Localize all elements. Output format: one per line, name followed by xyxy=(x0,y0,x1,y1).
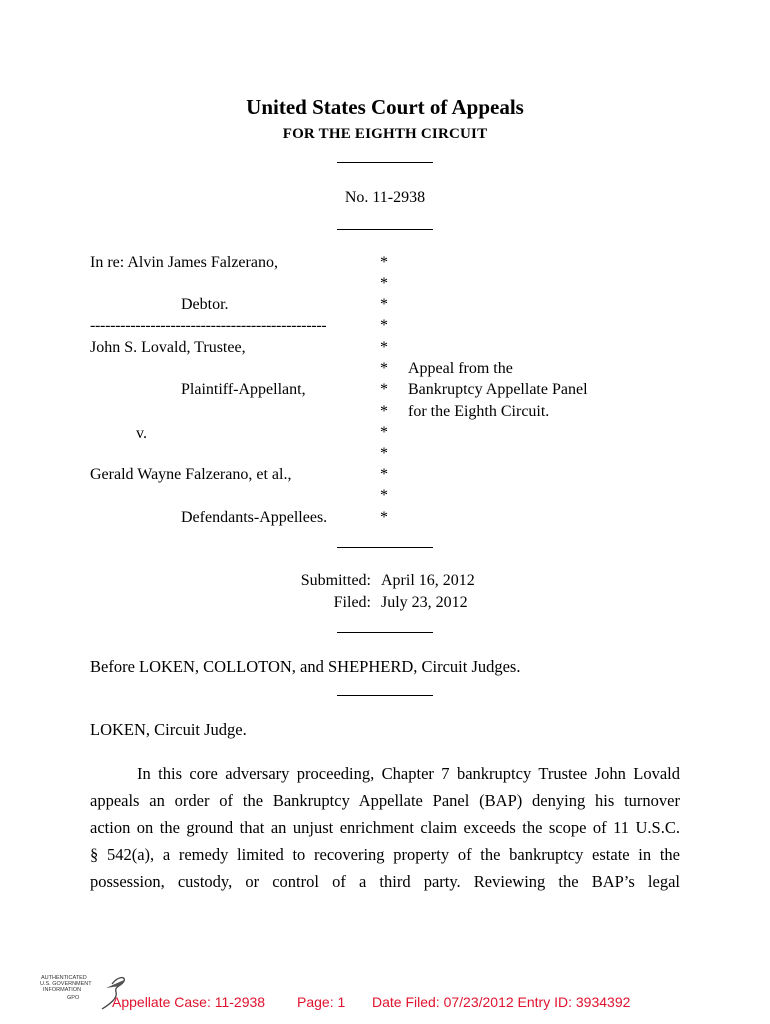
divider-rule xyxy=(337,162,433,163)
caption-star: * xyxy=(380,487,388,504)
svg-text:INFORMATION: INFORMATION xyxy=(43,987,82,993)
divider-rule xyxy=(337,632,433,633)
svg-text:AUTHENTICATED: AUTHENTICATED xyxy=(41,975,87,981)
opinion-line: possession, custody, or control of a third party. Reviewing the BAP’s legal xyxy=(90,872,680,891)
caption-star: * xyxy=(380,403,388,420)
caption-trustee: John S. Lovald, Trustee, xyxy=(90,339,246,356)
caption-star: * xyxy=(380,466,388,483)
caption-star: * xyxy=(380,254,388,271)
caption-plaintiff-role: Plaintiff-Appellant, xyxy=(181,381,306,398)
opinion-line: appeals an order of the Bankruptcy Appellate Panel (BAP) denying his turnover xyxy=(90,791,680,810)
filed-date: July 23, 2012 xyxy=(381,594,468,611)
caption-in-re: In re: Alvin James Falzerano, xyxy=(90,254,278,271)
filed-label: Filed: xyxy=(333,594,371,611)
caption-defendant-role: Defendants-Appellees. xyxy=(181,509,328,526)
opinion-line: action on the ground that an unjust enrichment claim exceeds the scope of 11 U.S.C. xyxy=(90,818,680,837)
court-name: United States Court of Appeals xyxy=(246,95,524,119)
svg-text:GPO: GPO xyxy=(67,995,80,1001)
case-number: No. 11-2938 xyxy=(344,189,426,206)
caption-star: * xyxy=(380,317,388,334)
caption-star: * xyxy=(380,381,388,398)
footer-date-filed: Date Filed: 07/23/2012 Entry ID: 3934392 xyxy=(372,994,631,1010)
caption-defendant: Gerald Wayne Falzerano, et al., xyxy=(90,466,292,483)
footer-case-number: Appellate Case: 11-2938 xyxy=(112,994,266,1010)
caption-star: * xyxy=(380,424,388,441)
circuit-name: FOR THE EIGHTH CIRCUIT xyxy=(282,126,488,142)
opinion-author: LOKEN, Circuit Judge. xyxy=(90,720,247,739)
caption-star: * xyxy=(380,445,388,462)
caption-star: * xyxy=(380,339,388,356)
appeal-line: Appeal from the xyxy=(408,360,513,377)
caption-versus: v. xyxy=(136,425,147,442)
panel-judges: Before LOKEN, COLLOTON, and SHEPHERD, Circuit Judges. xyxy=(90,657,521,676)
divider-rule xyxy=(337,695,433,696)
caption-star: * xyxy=(380,360,388,377)
caption-separator: ----------------------------------------------- xyxy=(90,317,327,334)
caption-star: * xyxy=(380,275,388,292)
opinion-line: § 542(a), a remedy limited to recovering property of the bankruptcy estate in the xyxy=(90,845,680,864)
submitted-label: Submitted: xyxy=(300,572,371,589)
caption-star: * xyxy=(380,509,388,526)
footer-page-number: Page: 1 xyxy=(297,994,346,1010)
appeal-line: Bankruptcy Appellate Panel xyxy=(408,381,588,398)
submitted-date: April 16, 2012 xyxy=(381,572,475,589)
divider-rule xyxy=(337,547,433,548)
opinion-paragraph xyxy=(90,760,680,895)
caption-debtor: Debtor. xyxy=(181,296,229,313)
opinion-line: In this core adversary proceeding, Chapter 7 bankruptcy Trustee John Lovald xyxy=(137,764,680,783)
caption-star: * xyxy=(380,296,388,313)
appeal-line: for the Eighth Circuit. xyxy=(408,403,550,420)
svg-text:U.S. GOVERNMENT: U.S. GOVERNMENT xyxy=(40,981,92,987)
divider-rule xyxy=(337,229,433,230)
